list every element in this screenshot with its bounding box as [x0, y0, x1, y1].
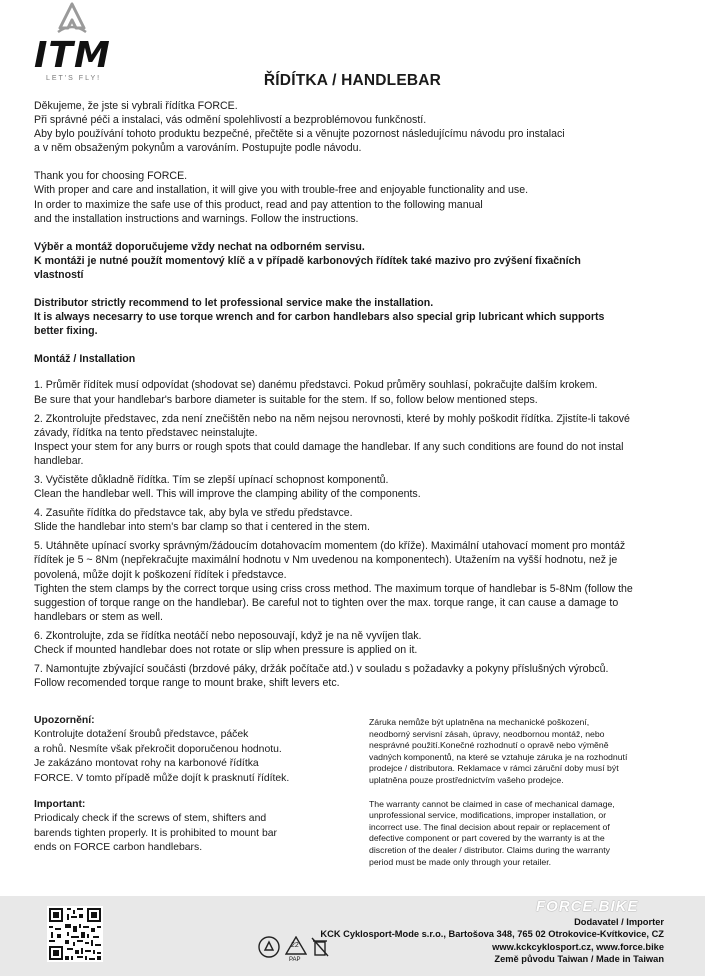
importer-info [320, 916, 664, 966]
warning-en-line: Priodicaly check if the screws of stem, shifters and [34, 813, 267, 825]
qr-code-icon [47, 906, 103, 962]
step-line: 1. Průměr řídítek musí odpovídat (shodovat se) danému představci. Pokud průměry souhlasí, pokračujte dalším krokem. [34, 379, 598, 392]
step-line: Slide the handlebar into stem's bar clamp so that i centered in the stem. [34, 521, 370, 534]
warranty-en-line: The warranty cannot be claimed in case of mechanical damage, [369, 798, 615, 809]
step-2 [34, 412, 676, 468]
step-line: 4. Zasuňte řídítka do představce tak, aby byla ve středu představce. [34, 507, 353, 520]
warranty-en-line: period must be made only through your retailer. [369, 856, 552, 867]
notice-en-line: better fixing. [34, 325, 98, 338]
notice-cz-line: vlastností [34, 268, 84, 281]
itm-logo-mark-icon [54, 2, 90, 36]
step-line: 7. Namontujte zbývající součásti (brzdové páky, držák počítače atd.) v souladu s požadavky a pokyny příslušných výrobců. [34, 663, 609, 676]
warning-cz-line: a rohů. Nesmíte však překročit doporučenou hodnotu. [34, 743, 282, 755]
step-7 [34, 662, 676, 690]
step-4 [34, 506, 676, 534]
warning-en-line: ends on FORCE carbon handlebars. [34, 842, 203, 854]
step-5 [34, 539, 676, 624]
importer-line: KCK Cyklosport-Mode s.r.o., Bartošova 348, 765 02 Otrokovice-Kvítkovice, CZ [320, 929, 664, 940]
intro-en-line: and the installation instructions and warnings. Follow the instructions. [34, 212, 359, 225]
step-line: 6. Zkontrolujte, zda se řídítka neotáčí nebo neposouvají, když je na ně vyvíjen tlak. [34, 629, 422, 642]
step-line: 5. Utáhněte upínací svorky správným/žádoucím dotahovacím momentem (do kříže). Maximální utahovací moment pro montáž [34, 540, 626, 553]
warranty-en-line: incorrect use. The final decision about repair or replacement of [369, 821, 610, 832]
intro-en-line: Thank you for choosing FORCE. [34, 170, 188, 183]
step-line: Follow recomended torque range to mount brake, shift levers etc. [34, 677, 340, 690]
step-3 [34, 473, 676, 501]
warranty-cz-line: nesprávné použití.Konečné rozhodnutí o opravě nebo výměně [369, 740, 609, 751]
warnings-block [34, 714, 294, 856]
warning-cz-line: FORCE. V tomto případě může dojít k prasknutí řídítek. [34, 772, 290, 784]
warranty-cz-line: vadných komponentů, na které se vztahuje záruka je na rozhodnutí [369, 751, 628, 762]
notice-cz-line: Výběr a montáž doporučujeme vždy nechat na odborném servisu. [34, 240, 365, 253]
logo-tagline: LET'S FLY! [46, 75, 102, 82]
warranty-block [369, 717, 669, 868]
importer-line: www.kckcyklosport.cz, www.force.bike [492, 941, 664, 952]
importer-line: Země původu Taiwan / Made in Taiwan [494, 954, 664, 965]
importer-line: Dodavatel / Importer [574, 917, 664, 927]
warning-cz-heading: Upozornění: [34, 715, 95, 726]
section-title: Montáž / Installation [34, 353, 136, 366]
step-line: 3. Vyčistěte důkladně řídítka. Tím se zlepší upínací schopnost komponentů. [34, 473, 389, 486]
warning-en-heading: Important: [34, 799, 86, 811]
warranty-cz-line: neodborný servisní zásah, úpravy, neodbornou montáž, nebo [369, 728, 605, 739]
warranty-en-line: unprofessional service, modifications, improper installation, or [369, 810, 607, 821]
recycle-label: PAP [289, 957, 301, 963]
warranty-en-line: discretion of the dealer / distributor. Claims during the warranty [369, 844, 610, 855]
notice-en-line: Distributor strictly recommend to let professional service make the installation. [34, 297, 434, 310]
step-line: Tighten the stem clamps by the correct torque using criss cross method. The maximum torque of handlebar is 5-8Nm (follow the [34, 582, 633, 595]
recycle-icon [258, 936, 280, 958]
step-line: 2. Zkontrolujte představec, zda není znečištěn nebo na něm nejsou nerovnosti, které by mohly poškodit řídítka. Zjistíte-li takové [34, 412, 630, 425]
warning-en-line: barends tighten properly. It is prohibited to mount bar [34, 827, 277, 839]
logo-text: ITM [34, 35, 111, 76]
step-line: Be sure that your handlebar's barbore diameter is suitable for the stem. If so, follow below mentioned steps. [34, 393, 538, 406]
warranty-en-line: defective component or part covered by the warranty is at the [369, 833, 605, 844]
footer [0, 896, 705, 976]
warranty-cz-line: prodejce / distributora. Reklamace v rámci záruční doby musí být [369, 763, 619, 774]
notice-en-line: It is always necesarry to use torque wrench and for carbon handlebars also special grip lubricant which supports [34, 311, 605, 324]
step-line: suggestion of torque range on the handlebar). Be careful not to tighten over the max. torque range, it can cause a damage to [34, 596, 619, 609]
intro-cz-line: a v něm obsaženým pokynům a varováním. Postupujte podle návodu. [34, 142, 362, 155]
step-line: závady, řídítka na tento představec neinstalujte. [34, 426, 258, 439]
page-title: ŘÍDÍTKA / HANDLEBAR [263, 72, 442, 89]
warranty-cz-line: Záruka nemůže být uplatněna na mechanické poškození, [369, 717, 590, 727]
force-bike-brand: FORCE.BIKE [536, 898, 639, 915]
step-6 [34, 629, 676, 657]
step-1 [34, 378, 676, 406]
intro-cz-line: Děkujeme, že jste si vybrali řídítka FORCE. [34, 100, 238, 112]
step-line: Check if mounted handlebar does not rotate or slip when pressure is applied on it. [34, 644, 418, 656]
intro-en-line: With proper and care and installation, it will give you with trouble-free and enjoyable functionality and use. [34, 184, 529, 197]
step-line: řídítek je 5 ~ 8Nm (nepřekračujte maximální hodnotu v Nm uvedenou na komponentech). Utažením na vyšší hodnotu, než je [34, 554, 618, 567]
warning-cz-line: Je zakázáno montovat rohy na karbonové řídítka [34, 758, 259, 770]
intro-cz-line: Při správné péči a instalaci, vás odmění spolehlivostí a bezproblémovou funkčností. [34, 114, 427, 127]
notice-cz-line: K montáži je nutné použít momentový klíč a v případě karbonových řídítek také mazivo pro zvýšení fixačních [34, 254, 581, 267]
intro-en-line: In order to maximize the safe use of this product, read and pay attention to the following manual [34, 198, 483, 211]
step-line: Inspect your stem for any burrs or rough spots that could damage the handlebar. If any such conditions are found do not instal [34, 440, 624, 453]
warranty-cz-line: uplatněna pouze prostřednictvím vašeho prodejce. [369, 774, 564, 785]
step-line: povolená, může dojít k poškození řídítek i představce. [34, 568, 287, 581]
intro-cz-line: Aby bylo používání tohoto produktu bezpečné, přečtěte si a věnujte pozornost následujícímu návodu pro instalaci [34, 128, 565, 141]
main-content [34, 99, 676, 690]
warning-cz-line: Kontrolujte dotažení šroubů představce, páček [34, 729, 249, 741]
step-line: handlebar. [34, 454, 84, 467]
step-line: Clean the handlebar well. This will improve the clamping ability of the components. [34, 488, 421, 501]
step-line: handlebars or stem as well. [34, 610, 163, 623]
recycle-code: 22 [291, 942, 299, 949]
